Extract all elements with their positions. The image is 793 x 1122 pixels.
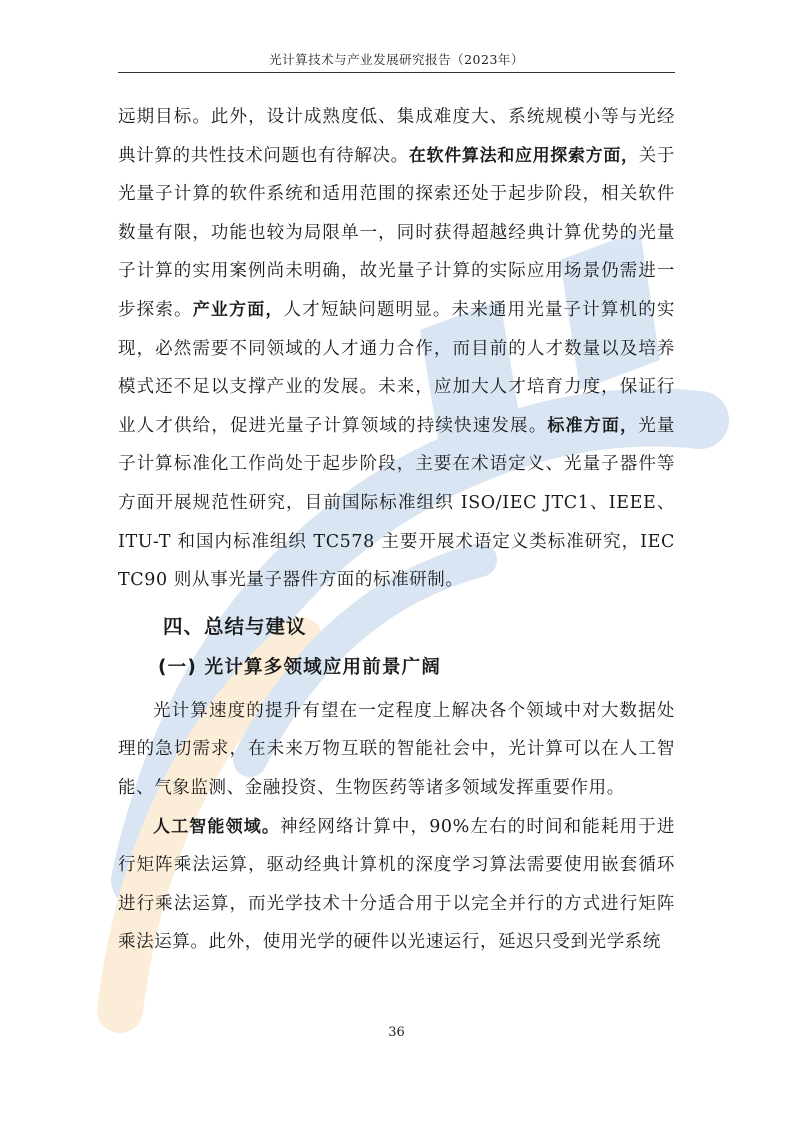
paragraph-ai [118,808,675,962]
paragraph-text: 光量子计算标准化工作尚处于起步阶段，主要在术语定义、光量子器件等方面开展规范性研究，目前国际标准组织 ISO/IEC JTC1、IEEE、ITU-T 和国内标准组织 TC578 主要开展术语定义类标准研究，IEC TC90 则从事光量子器件方面的标准研制。 [118,415,675,591]
page-body [118,98,675,962]
bold-lead-ai: 人工智能领域。 [153,816,281,837]
subsection-heading: (一) 光计算多领域应用前景广阔 [158,656,442,678]
bold-lead-industry: 产业方面， [192,299,284,320]
paragraph-text: 神经网络计算中，90%左右的时间和能耗用于进行矩阵乘法运算，驱动经典计算机的深度学习算法需要使用嵌套循环进行乘法运算，而光学技术十分适合用于以完全并行的方式进行矩阵乘法运算。此外，使用光学的硬件以光速运行，延迟只受到光学系统 [118,816,675,953]
paragraph-overview: 光计算速度的提升有望在一定程度上解决各个领域中对大数据处理的急切需求，在未来万物互联的智能社会中，光计算可以在人工智能、气象监测、金融投资、生物医药等诸多领域发挥重要作用。 [118,700,675,798]
bold-lead-standards: 标准方面， [547,415,639,436]
section-heading: 四、总结与建议 [163,614,307,638]
paragraph-challenges [118,98,675,600]
paragraph-text: 人才短缺问题明显。未来通用光量子计算机的实现，必然需要不同领域的人才通力合作，而目前的人才数量以及培养模式还不足以支撑产业的发展。未来，应加大人才培育力度，保证行业人才供给，促进光量子计算领域的持续快速发展。 [118,299,675,436]
running-header: 光计算技术与产业发展研究报告（2023年） [269,52,524,67]
paragraph-text: 关于光量子计算的软件系统和适用范围的探索还处于起步阶段，相关软件数量有限，功能也较为局限单一，同时获得超越经典计算优势的光量子计算的实用案例尚未明确，故光量子计算的实际应用场景仍需进一步探索。 [118,145,675,320]
paragraph-text: 远期目标。此外，设计成熟度低、集成难度大、系统规模小等与光经典计算的共性技术问题也有待解决。 [118,107,675,166]
header-divider [118,72,675,73]
bold-lead-software: 在软件算法和应用探索方面， [408,145,639,166]
page-number: 36 [388,1025,405,1040]
